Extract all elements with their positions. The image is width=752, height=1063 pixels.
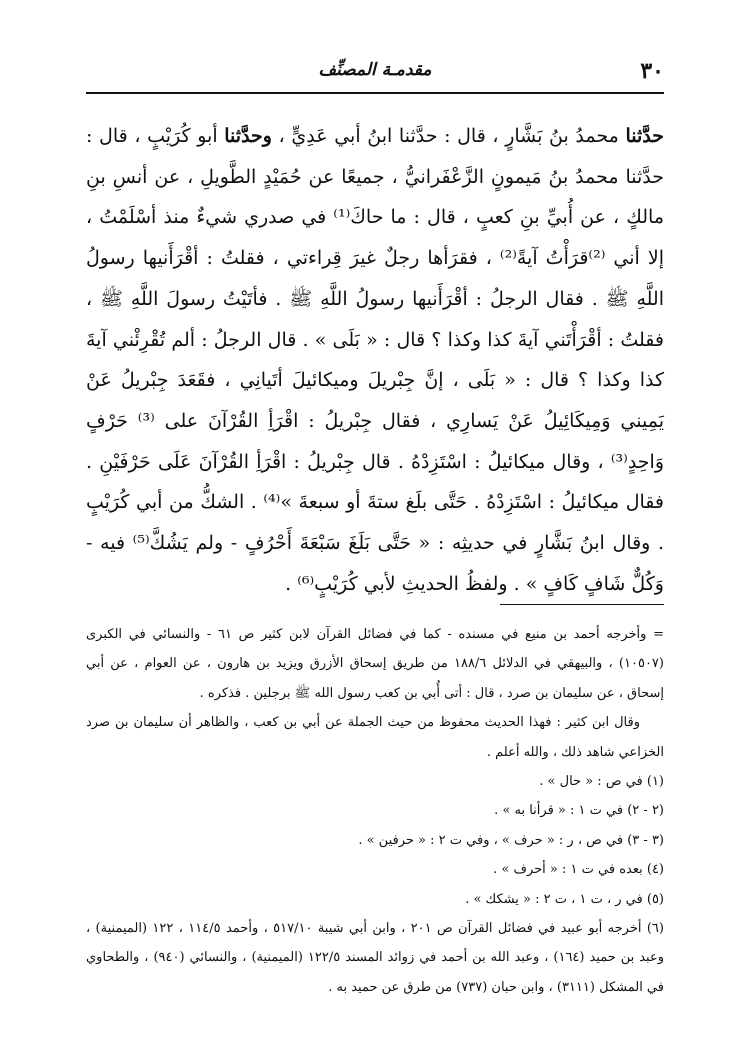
footnote-5: (٥) في ر ، ت ١ ، ت ٢ : « يشكك » . [465, 891, 664, 907]
footnote-continuation: = وأخرجه أحمد بن منيع في مسنده - كما في فضائل القرآن لابن كثير ص ٦١ - والنسائي في الكبرى (١٠٥٠٧) ، والبيهقي في الدلائل ١٨٨/٦ من طريق إسحاق الأزرق ويزيد بن هارون ، عن العوام ، عن أبي إسحاق ، عن سليمان بن صرد ، قال : أتى أُبي بن كعب رسول الله ﷺ برجلين . فذكره . [86, 627, 665, 701]
hadith-paragraph [86, 116, 664, 604]
footnote-1: (١) في ص : « حال » . [539, 774, 664, 790]
isnad-lead: وحدَّثنا [224, 125, 272, 147]
footnote-continuation: وقال ابن كثير : فهذا الحديث محفوظ من حيث الجملة عن أبي بن كعب ، والظاهر أن سليمان بن صرد الخزاعي شاهد ذلك ، والله أعلم . [86, 715, 664, 760]
running-title: مقدمـة المصنِّف [318, 60, 432, 80]
footnote-separator [500, 604, 664, 605]
text-segment: أبو كُرَيْبٍ ، قال : حدَّثنا محمدُ بنُ مَيمونٍ الزَّعْفَرانيُّ ، جميعًا عن حُمَيْدٍ الطَّويلِ ، عن أنسِ بنِ مالكٍ ، عن أُبيِّ بنِ كعبٍ ، قال : ما حاكَ⁽¹⁾ في صدري شيءٌ منذ أسْلَمْتُ ، إلا أني ⁽²⁾قرَأْتُ آيةً⁽²⁾ ، فقرَأها رجلٌ غيرَ قِراءتي ، فقلتُ : أقْرَأَنيها رسولُ اللَّهِ ﷺ . فقال الرجلُ : أقْرَأَنيها رسولُ اللَّهِ ﷺ . فأتَيْتُ رسولَ اللَّهِ ﷺ ، فقلتُ : أقْرَأْتَني آيةَ كذا وكذا ؟ قال : « بَلَى » . قال الرجلُ : ألم تُقْرِئْني آيةَ كذا وكذا ؟ قال : « بَلَى ، إنَّ جِبْريلَ وميكائيلَ أتَيانِي ، فقَعَدَ جِبْريلُ عَنْ يَمِيني وَمِيكَائِيلُ عَنْ يَسارِي ، فقال جِبْريلُ : اقْرَأِ القُرْآنَ على ⁽³⁾ حَرْفٍ وَاحِدٍ⁽³⁾ ، وقال ميكائيلُ : اسْتَزِدْهُ . قال جِبْريلُ : اقْرَأِ القُرْآنَ عَلَى حَرْفَيْنِ . فقال ميكائيلُ : اسْتَزِدْهُ . حَتَّى بلَغ ستةَ أو سبعةَ »⁽⁴⁾ . الشكُّ من أبي كُرَيْبٍ . وقال ابنُ بَشَّارٍ في حديثِه : « حَتَّى بَلَغَ سَبْعَةَ أَحْرُفٍ - ولم يَشُكَّ⁽⁵⁾ فيه - وَكُلٌّ شَافٍ كَافٍ » . ولفظُ الحديثِ لأبي كُرَيْبٍ⁽⁶⁾ . [86, 125, 665, 595]
footnote-6: (٦) أخرجه أبو عبيد في فضائل القرآن ص ٢٠١ ، وابن أبي شيبة ٥١٧/١٠ ، وأحمد ١١٤/٥ ، ١٢٢ (الميمنية) ، وعبد بن حميد (١٦٤) ، وعبد الله بن أحمد في زوائد المسند ١٢٢/٥ (الميمنية) ، والنسائي (٩٤٠) ، والطحاوي في المشكل (٣١١١) ، وابن حبان (٧٣٧) من طرق عن حميد به . [86, 921, 664, 995]
footnote-3: (٣ - ٣) في ص ، ر : « حرف » ، وفي ت ٢ : « حرفين » . [358, 832, 664, 848]
isnad-lead: حدَّثنا [625, 125, 664, 147]
footnote-2: (٢ - ٢) في ت ١ : « قرأنا به » . [494, 803, 664, 819]
main-text [86, 116, 664, 604]
footnotes [86, 620, 664, 1002]
footnote-4: (٤) بعده في ت ١ : « أحرف » . [493, 862, 664, 878]
page-header [86, 52, 664, 94]
page-number: ٣٠ [640, 58, 664, 84]
text-segment: محمدُ بنُ بَشَّارٍ ، قال : حدَّثنا ابنُ أبي عَدِيٍّ ، [271, 125, 626, 147]
